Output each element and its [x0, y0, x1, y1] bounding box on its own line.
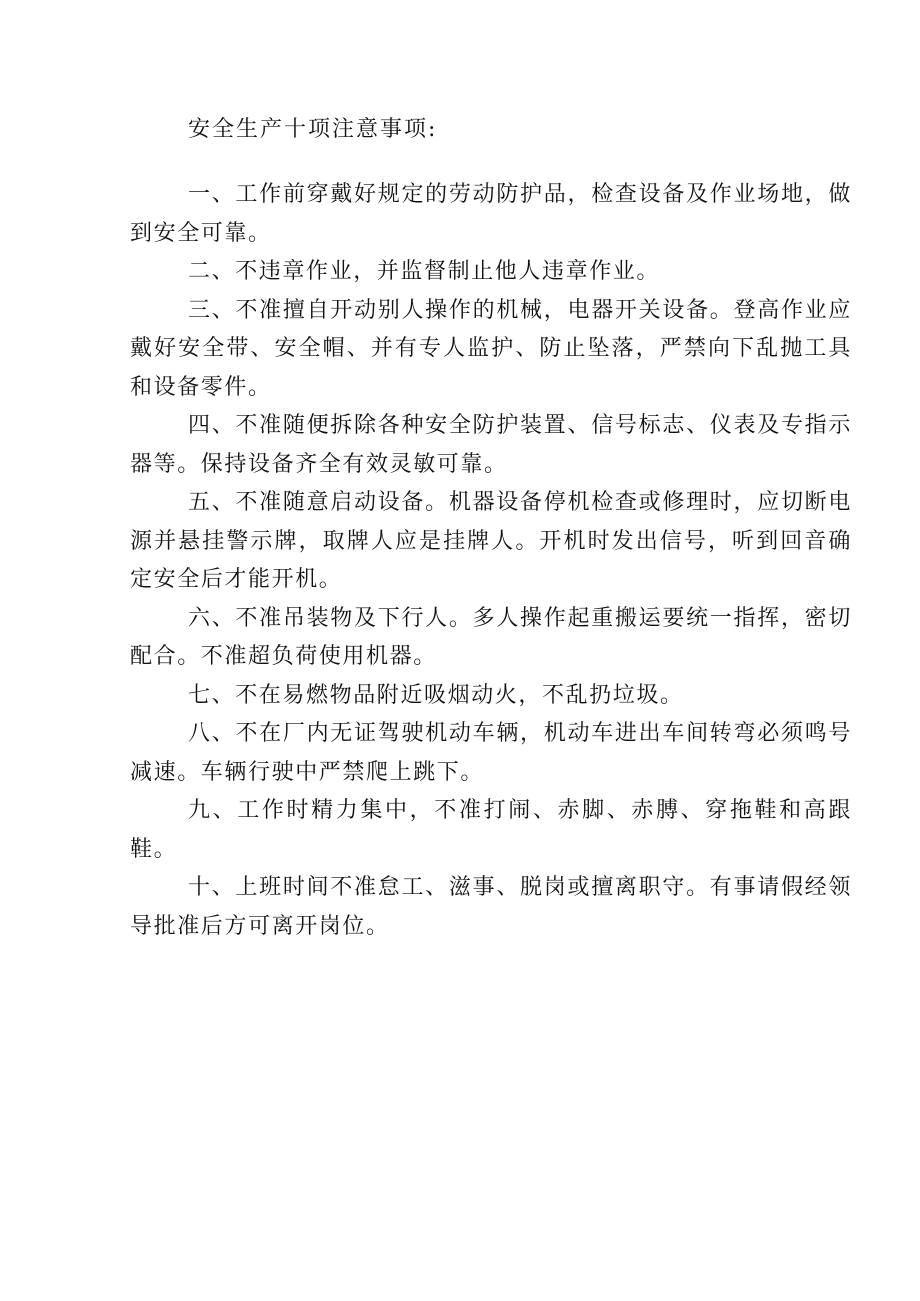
- rule-item-2: 二、不违章作业，并监督制止他人违章作业。: [188, 259, 661, 284]
- rule-item-5: 五、不准随意启动设备。机器设备停机检查或修理时，应切断电源并悬挂警示牌，取牌人应是挂牌人。开机时发出信号，听到回音确定安全后才能开机。: [130, 490, 852, 592]
- rule-item-9: 九、工作时精力集中，不准打闹、赤脚、赤膊、穿拖鞋和高跟鞋。: [130, 798, 852, 862]
- rule-item-8: 八、不在厂内无证驾驶机动车辆，机动车进出车间转弯必须鸣号减速。车辆行驶中严禁爬上跳下。: [130, 721, 852, 785]
- rule-item-4: 四、不准随便拆除各种安全防护装置、信号标志、仪表及专指示器等。保持设备齐全有效灵敏可靠。: [130, 413, 852, 477]
- rule-item-7: 七、不在易燃物品附近吸烟动火，不乱扔垃圾。: [188, 682, 684, 708]
- rule-item-1: 一、工作前穿戴好规定的劳动防护品，检查设备及作业场地，做到安全可靠。: [130, 182, 852, 246]
- rule-item-10: 十、上班时间不准怠工、滋事、脱岗或擅离职守。有事请假经领导批准后方可离开岗位。: [130, 875, 852, 939]
- document-title: 安全生产十项注意事项:: [188, 117, 438, 142]
- rule-item-3: 三、不准擅自开动别人操作的机械，电器开关设备。登高作业应戴好安全带、安全帽、并有专人监护、防止坠落，严禁向下乱抛工具和设备零件。: [130, 297, 852, 400]
- document-body: [130, 176, 852, 946]
- rule-item-6: 六、不准吊装物及下行人。多人操作起重搬运要统一指挥，密切配合。不准超负荷使用机器。: [130, 605, 852, 669]
